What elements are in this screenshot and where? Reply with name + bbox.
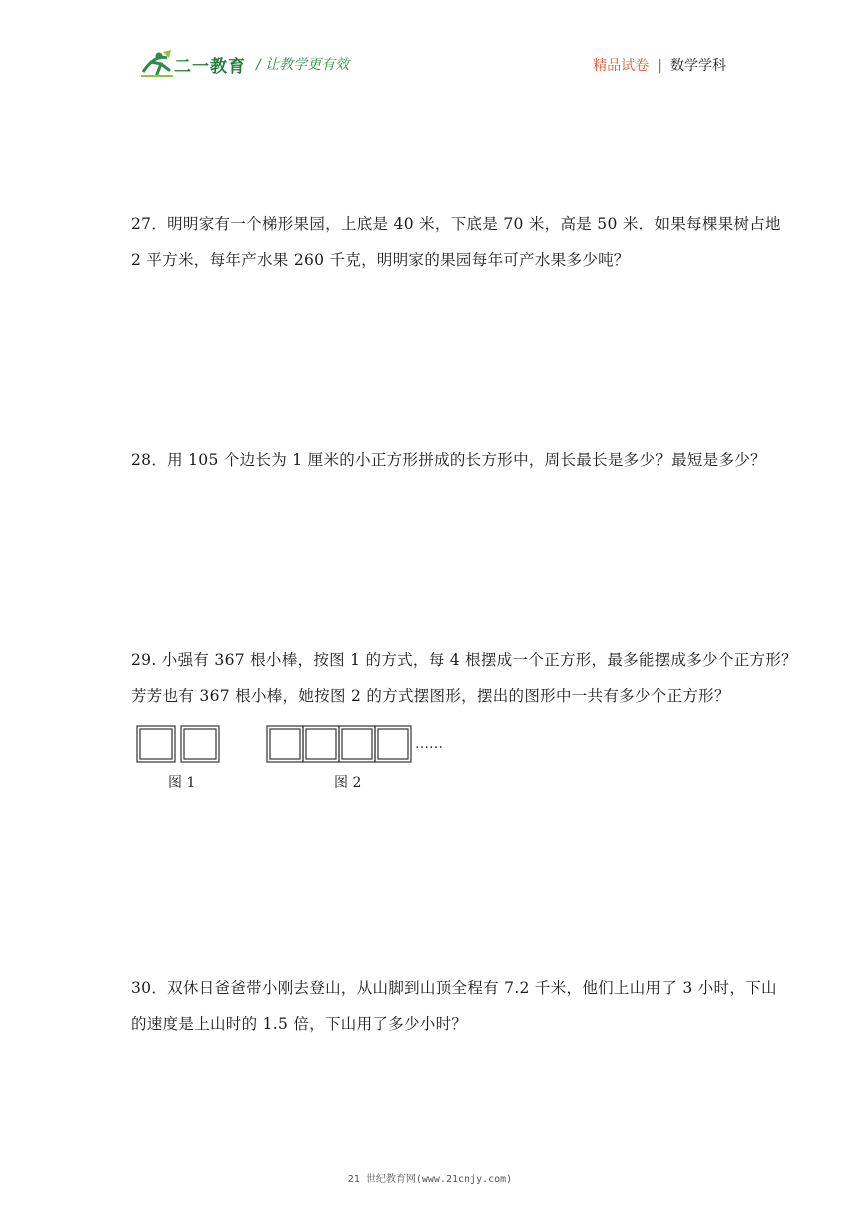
question-28 [131, 442, 766, 478]
figure-1-squares [137, 726, 219, 762]
question-28-line-1: 28．用 105 个边长为 1 厘米的小正方形拼成的长方形中，周长最长是多少？最短是多少？ [131, 451, 766, 469]
slogan: / 让教学更有效 [256, 57, 350, 73]
figure-1-square [181, 726, 219, 762]
figure-2-squares [267, 726, 411, 762]
figure-2-ellipsis: …… [415, 736, 443, 752]
figure-2-square [303, 726, 339, 762]
figure-1-label: 图 1 [168, 775, 196, 791]
paper-label: 精品试卷 [593, 58, 650, 74]
page-footer: 21 世纪教育网(www.21cnjy.com) [347, 1174, 513, 1185]
header-separator: | [657, 58, 662, 74]
figure-1-square [137, 726, 175, 762]
question-27-line-1: 27．明明家有一个梯形果园，上底是 40 米，下底是 70 米，高是 50 米．如果每棵果树占地 [131, 215, 781, 233]
subject-label: 数学学科 [670, 58, 726, 74]
question-29 [131, 642, 797, 714]
figure-2-square [267, 726, 303, 762]
question-30-line-1: 30．双休日爸爸带小刚去登山，从山脚到山顶全程有 7.2 千米，他们上山用了 3 小时，下山 [131, 979, 777, 997]
figure-2-square [339, 726, 375, 762]
question-27 [131, 206, 781, 278]
question-30-line-2: 的速度是上山时的 1.5 倍，下山用了多少小时？ [131, 1015, 468, 1033]
figure-2-square [375, 726, 411, 762]
question-27-line-2: 2 平方米，每年产水果 260 千克，明明家的果园每年可产水果多少吨？ [131, 251, 630, 269]
figure-2-label: 图 2 [334, 775, 362, 791]
question-30 [131, 970, 777, 1042]
logo-text: 二一教育 [174, 57, 246, 77]
page-header [0, 0, 860, 90]
header-tag [593, 55, 726, 75]
question-29-line-1: 29. 小强有 367 根小棒，按图 1 的方式，每 4 根摆成一个正方形，最多能摆成多少个正方形？ [131, 651, 797, 669]
question-29-line-2: 芳芳也有 367 根小棒，她按图 2 的方式摆图形，摆出的图形中一共有多少个正方形？ [131, 687, 730, 705]
